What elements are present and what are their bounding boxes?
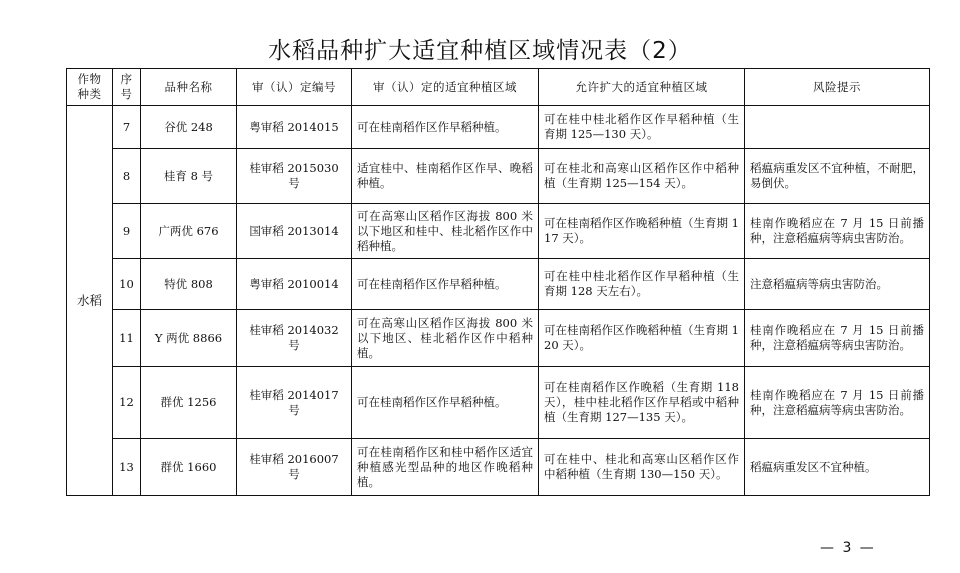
table-row — [67, 439, 930, 496]
expanded-region-cell: 可在桂南稻作区作晚稻种植（生育期 117 天）。 — [539, 204, 745, 259]
variety-cell: 桂育 8 号 — [141, 149, 237, 204]
approval-cell: 桂审稻 2014017 号 — [237, 367, 352, 439]
seq-cell: 11 — [113, 310, 141, 367]
variety-table — [66, 68, 930, 496]
risk-cell: 桂南作晚稻应在 7 月 15 日前播种，注意稻瘟病等病虫害防治。 — [745, 204, 930, 259]
expanded-region-cell: 可在桂南稻作区作晚稻（生育期 118 天），桂中桂北稻作区作早稻或中稻种植（生育期 127—135 天）。 — [539, 367, 745, 439]
risk-cell: 桂南作晚稻应在 7 月 15 日前播种，注意稻瘟病等病虫害防治。 — [745, 310, 930, 367]
risk-cell: 注意稻瘟病等病虫害防治。 — [745, 259, 930, 310]
header-approved-region: 审（认）定的适宜种植区域 — [352, 69, 539, 106]
seq-cell: 8 — [113, 149, 141, 204]
approval-cell: 桂审稻 2016007 号 — [237, 439, 352, 496]
seq-cell: 10 — [113, 259, 141, 310]
approved-region-cell: 可在高寒山区稻作区海拔 800 米以下地区、桂北稻作区作中稻种植。 — [352, 310, 539, 367]
variety-cell: 群优 1660 — [141, 439, 237, 496]
approval-cell: 粤审稻 2010014 — [237, 259, 352, 310]
page-number: — 3 — — [820, 540, 876, 556]
category-cell: 水稻 — [67, 106, 113, 496]
expanded-region-cell: 可在桂中、桂北和高寒山区稻作区作中稻种植（生育期 130—150 天）。 — [539, 439, 745, 496]
approval-cell: 粤审稻 2014015 — [237, 106, 352, 149]
seq-cell: 7 — [113, 106, 141, 149]
table-row — [67, 204, 930, 259]
approved-region-cell: 可在桂南稻作区作早稻种植。 — [352, 106, 539, 149]
table-row — [67, 367, 930, 439]
header-approval: 审（认）定编号 — [237, 69, 352, 106]
table-row — [67, 259, 930, 310]
table-row — [67, 149, 930, 204]
expanded-region-cell: 可在桂北和高寒山区稻作区作中稻种植（生育期 125—154 天）。 — [539, 149, 745, 204]
risk-cell: 桂南作晚稻应在 7 月 15 日前播种，注意稻瘟病等病虫害防治。 — [745, 367, 930, 439]
risk-cell: 稻瘟病重发区不宜种植。 — [745, 439, 930, 496]
variety-cell: Y 两优 8866 — [141, 310, 237, 367]
table-row — [67, 106, 930, 149]
approved-region-cell: 可在桂南稻作区和桂中稻作区适宜种植感光型品种的地区作晚稻种植。 — [352, 439, 539, 496]
seq-cell: 13 — [113, 439, 141, 496]
expanded-region-cell: 可在桂中桂北稻作区作早稻种植（生育期 128 天左右）。 — [539, 259, 745, 310]
variety-cell: 特优 808 — [141, 259, 237, 310]
approval-cell: 桂审稻 2014032 号 — [237, 310, 352, 367]
risk-cell: 稻瘟病重发区不宜种植，不耐肥，易倒伏。 — [745, 149, 930, 204]
approval-cell: 桂审稻 2015030 号 — [237, 149, 352, 204]
header-expanded-region: 允许扩大的适宜种植区域 — [539, 69, 745, 106]
page-title: 水稻品种扩大适宜种植区域情况表（2） — [268, 38, 692, 64]
table-row — [67, 310, 930, 367]
header-risk: 风险提示 — [745, 69, 930, 106]
approval-cell: 国审稻 2013014 — [237, 204, 352, 259]
seq-cell: 12 — [113, 367, 141, 439]
risk-cell — [745, 106, 930, 149]
table-header-row — [67, 69, 930, 106]
variety-cell: 广两优 676 — [141, 204, 237, 259]
header-category: 作物种类 — [67, 69, 113, 106]
seq-cell: 9 — [113, 204, 141, 259]
approved-region-cell: 可在桂南稻作区作早稻种植。 — [352, 367, 539, 439]
approved-region-cell: 适宜桂中、桂南稻作区作早、晚稻种植。 — [352, 149, 539, 204]
variety-cell: 谷优 248 — [141, 106, 237, 149]
header-seq: 序号 — [113, 69, 141, 106]
approved-region-cell: 可在桂南稻作区作早稻种植。 — [352, 259, 539, 310]
expanded-region-cell: 可在桂南稻作区作晚稻种植（生育期 120 天）。 — [539, 310, 745, 367]
variety-cell: 群优 1256 — [141, 367, 237, 439]
header-variety: 品种名称 — [141, 69, 237, 106]
approved-region-cell: 可在高寒山区稻作区海拔 800 米以下地区和桂中、桂北稻作区作中稻种植。 — [352, 204, 539, 259]
expanded-region-cell: 可在桂中桂北稻作区作早稻种植（生育期 125—130 天）。 — [539, 106, 745, 149]
